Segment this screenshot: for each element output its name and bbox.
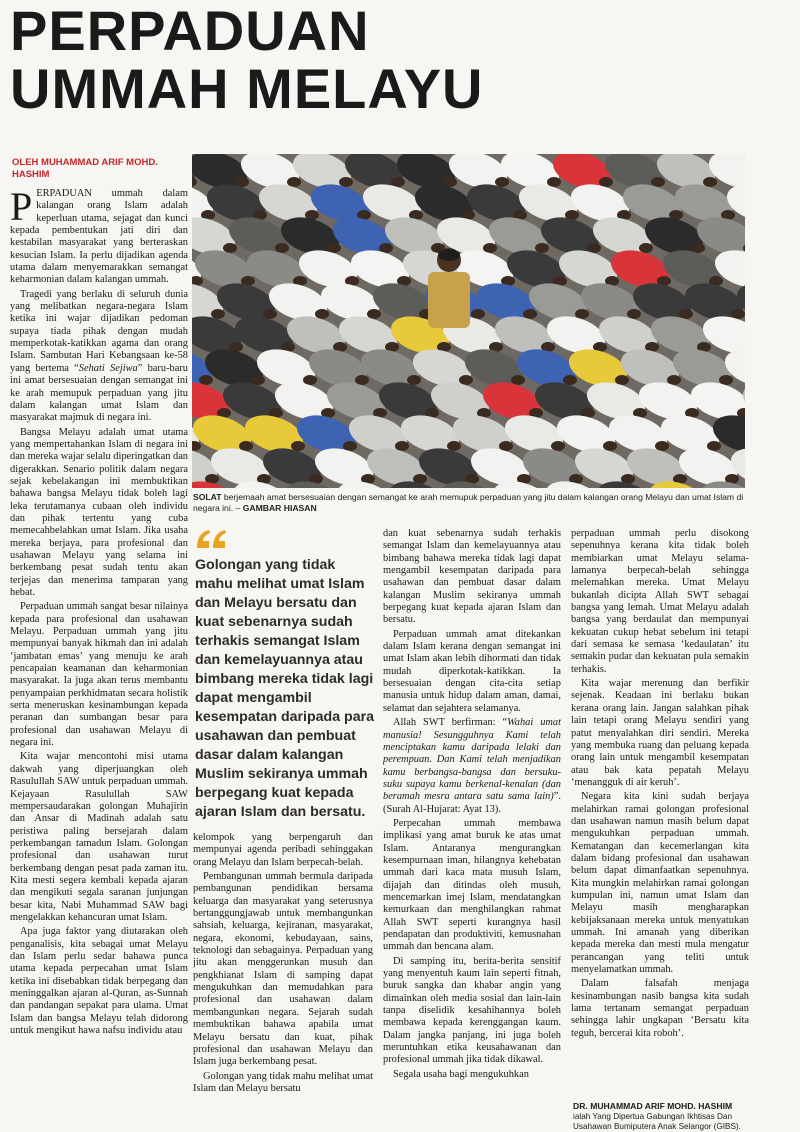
worshipper-head — [575, 309, 589, 319]
paragraph: Golongan yang tidak mahu melihat umat Islam dan Melayu bersatu — [193, 1070, 373, 1094]
worshipper-head — [443, 177, 457, 187]
pull-quote-text: Golongan yang tidak mahu melihat umat Islam dan Melayu bersatu dan kuat sebenarnya sudah terhakis semangat Islam dan kemelayuannya atau bimbang mereka tidak lagi dapat mengambil kesempatan daripada para usahawan dan pembuat dasar dalam kalangan Muslim sekiranya ummah berpegang kuat kepada ajaran Islam dan bersatu. — [195, 557, 374, 820]
worshipper-head — [343, 441, 357, 451]
worshipper-head — [563, 375, 577, 385]
worshipper-head — [599, 177, 613, 187]
worshippers-photo — [192, 154, 745, 488]
paragraph: Perpaduan ummah sangat besar nilainya kepada para profesional dan usahawan Melayu. Perpaduan ummah yang jitu mempunyai banyak hikmah dan ini adalah ‘jambatan emas’ yang menuju ke arah pencapaian keamanan dan keharmonian masyarakat. Ia juga akan terus membantu penyampaian perkhidmatan secara holistik serta meneruskan kesinambungan kepada peranan dan sumbangan besar para profesional dan usahawan Melayu di negara ini. — [10, 601, 188, 749]
paragraph: Di samping itu, berita-berita sensitif yang menyentuh kaum lain seperti fitnah, buruk sangka dan khabar angin yang dimainkan oleh media sosial dan lain-lain tanpa diselidik kesahihannya boleh membawa kepada kerenggangan kaum. Dalam jangka panjang, ini juga boleh meruntuhkan etika keusahawanan dan profesional ummah jika tidak dikawal. — [383, 955, 561, 1066]
worshipper-head — [703, 177, 717, 187]
worshipper-head — [367, 309, 381, 319]
worshipper-head — [459, 375, 473, 385]
drop-cap: P — [10, 188, 33, 229]
photo-caption — [193, 492, 748, 514]
caption-credit: GAMBAR HIASAN — [242, 503, 317, 513]
quote-icon — [195, 528, 229, 550]
caption-lead: SOLAT — [193, 492, 222, 502]
worshipper-head — [495, 177, 509, 187]
paragraph: kelompok yang berpengaruh dan mempunyai agenda peribadi sehinggakan orang Melayu dan Islam berpecah-belah. — [193, 832, 373, 868]
column-2 — [193, 832, 373, 1117]
article-photo — [192, 154, 745, 488]
pull-quote — [195, 528, 375, 822]
worshipper-head — [655, 441, 669, 451]
worshipper-head — [303, 375, 317, 385]
worshipper-head — [287, 177, 301, 187]
worshipper-head — [471, 309, 485, 319]
paragraph: Negara kita kini sudah berjaya melahirkan ramai golongan profesional dan usahawan namun masih belum dapat mengukuhkan perpaduan ummah. Kematangan dan kecemerlangan kita dalam bidang profesional dan usahawan belum dapat dimanfaatkan sepenuhnya. Kita mungkin melahirkan ramai golongan kumpulan ini, namun umat Islam dan Melayu masih mengharapkan kebijaksanaan mereka untuk menyatukan ummah. Ini amanah yang diberikan kepada mereka dan mesti mula mengatur perancangan yang teliti untuk menyelamatkan ummah. — [571, 791, 749, 976]
worshipper-head — [395, 441, 409, 451]
paragraph: perpaduan ummah perlu disokong sepenuhnya kerana kita tidak boleh membiarkan umat Melayu selama-lamanya berpecah-belah sehingga melemahkan mereka. Umat Melayu bukanlah dicipta Allah SWT sebagai bangsa yang lemah. Umat Melayu adalah bangsa yang berdaulat dan mempunyai kekuatan cukup hebat sebelum ini tetapi dari semasa ke semasa ‘kedaulatan’ itu semakin pudar dan kekuatan pula semakin terhakis. — [571, 528, 749, 675]
worshipper-head — [639, 243, 653, 253]
column-4 — [571, 528, 749, 1096]
worshipper-head — [355, 375, 369, 385]
author-role: ialah Yang Dipertua Gabungan Ikhtisas Dan Usahawan Bumiputera Anak Selangor (GIBS). — [573, 1112, 741, 1131]
worshipper-head — [391, 177, 405, 187]
worshipper-head — [499, 441, 513, 451]
paragraph: Perpaduan ummah amat ditekankan dalam Islam kerana dengan semangat ini umat Islam akan lebih dihormati dan tidak mudah diperkotak-katikkan. Ia bersesuaian dengan cita-cita setiap manusia untuk hidup dalam aman, damai, selamat dan sejahtera selamanya. — [383, 628, 561, 714]
worshipper-head — [691, 243, 705, 253]
worshipper-head — [719, 375, 733, 385]
worshipper-head — [239, 441, 253, 451]
worshipper-head — [447, 441, 461, 451]
column-3 — [383, 528, 561, 1118]
worshipper-head — [603, 441, 617, 451]
theme-name: Sehati Sejiwa — [78, 362, 138, 374]
paragraph: Bangsa Melayu adalah umat utama yang mempertahankan Islam di negara ini dan mereka wajar selalu diperingatkan dan digerakkan. Senario politik dalam negara sejak kebelakangan ini membuktikan bahawa bangsa Melayu tidak boleh lagi leka terutamanya cubaan oleh individu dan pihak tertentu yang cuba memecahbelahkan umat Islam. Jika usaha mereka berjaya, para profesional dan usahawan Melayu yang selama ini berkembang pesat sudah tentu akan terjejas dan menerima tamparan yang hebat. — [10, 426, 188, 598]
worshipper-head — [667, 375, 681, 385]
author-name: DR. MUHAMMAD ARIF MOHD. HASHIM — [573, 1101, 733, 1111]
paragraph: Kita wajar mencontohi misi utama dakwah yang diperjuangkan oleh Rasulullah SAW untuk perpaduan ummah. Kejayaan Rasulullah SAW mempersaudarakan golongan Muhajirin dan Ansar di Madinah adalah satu peristiwa paling bersejarah dalam perkembangan tamadun Islam. Golongan profesional dan usahawan turut berkembang dengan pesat pada zaman itu. Kita mesti segera kembali kepada ajaran dan mengikuti segala saranan junjungan besar kita, Nabi Muhammad SAW bagi mengelakkan kehancuran umat Islam. — [10, 751, 188, 923]
paragraph: Allah SWT berfirman: “Wahai umat manusia! Sesungguhnya Kami telah menciptakan kamu daripada lelaki dan perempuan. Dan Kami telah menjadikan kamu berbangsa-bangsa dan bersuku-suku supaya kamu berkenal-kenalan (dan beramah mesra antara satu sama lain)”. (Surah Al-Hujarat: Ayat 13). — [383, 717, 561, 815]
worshipper-head — [275, 243, 289, 253]
headline-line-2: UMMAH MELAYU — [10, 57, 484, 120]
worshipper-head — [523, 309, 537, 319]
worshipper-head — [551, 441, 565, 451]
worshipper-head — [339, 177, 353, 187]
paragraph: PERPADUAN ummah dalam kalangan orang Islam adalah keperluan utama, sejagat dan kunci kepada pembentukan jati diri dan kestabilan masyarakat yang berteraskan kesucian Islam. Ia perlu dijadikan agenda utama dalam menyemarakkan semangat keharmonian dalam kalangan ummah. — [10, 188, 188, 286]
worshipper-head — [627, 309, 641, 319]
worshipper-head — [199, 375, 213, 385]
worshipper-head — [251, 375, 265, 385]
worshipper-head — [327, 243, 341, 253]
paragraph: Dalam falsafah menjaga kesinambungan nasib bangsa kita sudah lama tertanam semangat perpaduan sehingga lahir ungkapan ‘Bersatu kita teguh, bercerai kita roboh’. — [571, 978, 749, 1039]
worshipper-head — [291, 441, 305, 451]
paragraph: Tragedi yang berlaku di seluruh dunia yang melibatkan negara-negara Islam ketika ini wajar dijadikan pedoman supaya tiada pihak dengan mudah memperkotak-katikkan agama dan orang Islam. Sambutan Hari Kebangsaan ke-58 yang bertema “Sehati Sejiwa” baru-baru ini amat bersesuaian dengan semangat ini ke arah memupuk perpaduan yang jitu dalam kalangan umat Islam dan masyarakat majmuk di negara ini. — [10, 288, 188, 424]
paragraph: Pembangunan ummah bermula daripada pembangunan pendidikan bersama keluarga dan masyarakat yang seterusnya bertanggungjawab untuk membangunkan sahsiah, keluarga, kejiranan, masyarakat, negara, ekonomi, kebudayaan, sains, teknologi dan sebagainya. Perpaduan yang jitu akan menggerunkan musuh dan pengkhianat Islam di samping dapat mengukuhkan dan memudahkan para profesional dan usahawan dalam membangunkan negara. Sejarah sudah membuktikan bahawa apabila umat Melayu bersatu dan kuat, pihak profesional dan usahawan Melayu dan Islam juga berkembang pesat. — [193, 871, 373, 1068]
caption-body: berjemaah amat bersesuaian dengan semangat ke arah memupuk perpaduan yang jitu dalam kalangan orang Melayu dan umat Islam di negara ini. – — [193, 492, 744, 513]
worshipper-head — [511, 375, 525, 385]
worshipper-head — [315, 309, 329, 319]
worshipper-head — [651, 177, 665, 187]
worshipper-head — [235, 177, 249, 187]
worshipper-head — [679, 309, 693, 319]
paragraph: Perpecahan ummah membawa implikasi yang amat buruk ke atas umat Islam. Antaranya mengurangkan kesempurnaan iman, hilangnya kehebatan ummah dari kaca mata musuh Islam, dijajah dan ditindas oleh musuh, mencemarkan imej Islam, mendatangkan kemurkaan dan menghilangkan rahmat Allah SWT seperti kurangnya hasil pendapatan dan produktiviti, kemusnahan ummah dan bencana alam. — [383, 817, 561, 953]
worshipper-head — [407, 375, 421, 385]
paragraph: Kita wajar merenung dan berfikir sejenak. Keadaan ini berlaku bukan kerana orang lain. Jangan salahkan pihak lain tetapi orang Melayu sendiri yang patut menyalahkan diri sendiri. Mereka yang membuka ruang dan peluang kepada orang lain untuk mengambil kesempatan atau bak kata pepatah Melayu ‘menangguk di air keruh’. — [571, 678, 749, 788]
headline — [10, 2, 770, 118]
worshipper-head — [587, 243, 601, 253]
worshipper-head — [731, 309, 745, 319]
paragraph: Segala usaha bagi mengukuhkan — [393, 1068, 529, 1080]
worshipper-head — [211, 309, 225, 319]
worshipper-head — [379, 243, 393, 253]
byline: OLEH MUHAMMAD ARIF MOHD. HASHIM — [12, 157, 158, 180]
paragraph: Apa juga faktor yang diutarakan oleh penganalisis, kita sebagai umat Melayu dan Islam perlu sedar bahawa punca utama kepada perpecahan umat Islam ketika ini disebabkan tidak berpegang dan meninggalkan ajaran al-Quran, as-Sunnah dan pandangan sepakat para ulama. Umat Islam dan bangsa Melayu telah didorong untuk mengikut hawa nafsu individu atau — [10, 926, 188, 1037]
worshipper-head — [707, 441, 721, 451]
worshipper-head — [547, 177, 561, 187]
worshipper-head — [263, 309, 277, 319]
worshipper-head — [223, 243, 237, 253]
quran-verse: Wahai umat manusia! Sesungguhnya Kami telah menciptakan kamu daripada lelaki dan perempuan. Dan Kami telah menjadikan kamu berbangsa-bangsa dan bersuku-suku supaya kamu berkenal-kenalan (dan beramah mesra antara satu sama lain) — [383, 717, 561, 803]
author-signature — [573, 1101, 753, 1132]
worshipper-head — [615, 375, 629, 385]
paragraph: dan kuat sebenarnya sudah terhakis semangat Islam dan kemelayuannya atau bimbang bahawa mereka tidak lagi dapat mengambil kesempatan daripada para usahawan dan pembuat dasar dalam kalangan Muslim sekiranya ummah berpegang kuat kepada ajaran Islam dan bersatu. — [383, 528, 561, 626]
worshipper-head — [483, 243, 497, 253]
worshipper-head — [535, 243, 549, 253]
column-1 — [10, 188, 188, 1114]
headline-line-1: PERPADUAN — [10, 0, 370, 62]
